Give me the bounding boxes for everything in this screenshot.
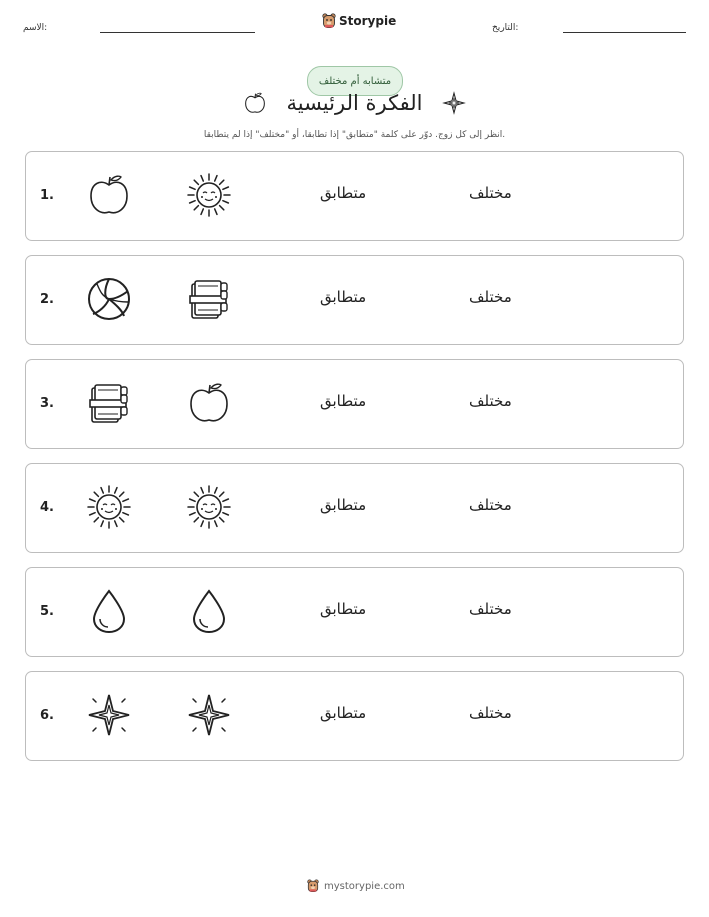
different-option[interactable]: مختلف: [469, 184, 512, 202]
name-field-line[interactable]: [100, 32, 255, 33]
bear-logo-icon: [307, 879, 319, 893]
question-row: [25, 463, 684, 553]
question-row: [25, 671, 684, 761]
sparkle-star-icon: [84, 690, 134, 740]
same-option[interactable]: متطابق: [320, 392, 367, 410]
question-row: [25, 567, 684, 657]
date-field-line[interactable]: [563, 32, 686, 33]
sparkle-star-icon: [184, 690, 234, 740]
same-option[interactable]: متطابق: [320, 600, 367, 618]
bear-logo-icon: [322, 13, 336, 29]
volleyball-icon: [84, 274, 134, 324]
question-number: 1.: [40, 188, 54, 203]
same-option[interactable]: متطابق: [320, 184, 367, 202]
sparkle-star-icon: [441, 90, 467, 116]
different-option[interactable]: مختلف: [469, 288, 512, 306]
water-drop-icon: [184, 586, 234, 636]
same-option[interactable]: متطابق: [320, 288, 367, 306]
page-title: الفكرة الرئيسية: [286, 91, 423, 115]
sun-icon: [184, 170, 234, 220]
name-label: الاسم:: [23, 23, 48, 33]
brand-name: Storypie: [339, 14, 397, 28]
question-number: 3.: [40, 396, 54, 411]
sun-icon: [184, 482, 234, 532]
instructions: انظر إلى كل زوج. دوّر على كلمة "متطابق" إذا تطابقا، أو "مختلف" إذا لم يتطابقا.: [203, 130, 506, 140]
different-option[interactable]: مختلف: [469, 600, 512, 618]
topic-badge: متشابه أم مختلف: [307, 66, 403, 96]
brand-logo: [322, 13, 396, 29]
question-row: [25, 359, 684, 449]
question-number: 6.: [40, 708, 54, 723]
title-row: [0, 90, 709, 116]
water-drop-icon: [84, 586, 134, 636]
apple-icon: [242, 90, 268, 116]
date-label: التاريخ:: [492, 23, 519, 33]
same-option[interactable]: متطابق: [320, 496, 367, 514]
footer: [307, 879, 405, 893]
book-icon: [84, 378, 134, 428]
footer-site: mystorypie.com: [324, 880, 405, 892]
apple-icon: [84, 170, 134, 220]
different-option[interactable]: مختلف: [469, 392, 512, 410]
book-icon: [184, 274, 234, 324]
apple-icon: [184, 378, 234, 428]
different-option[interactable]: مختلف: [469, 496, 512, 514]
question-row: [25, 151, 684, 241]
different-option[interactable]: مختلف: [469, 704, 512, 722]
sun-icon: [84, 482, 134, 532]
question-row: [25, 255, 684, 345]
question-number: 4.: [40, 500, 54, 515]
question-number: 5.: [40, 604, 54, 619]
question-number: 2.: [40, 292, 54, 307]
same-option[interactable]: متطابق: [320, 704, 367, 722]
